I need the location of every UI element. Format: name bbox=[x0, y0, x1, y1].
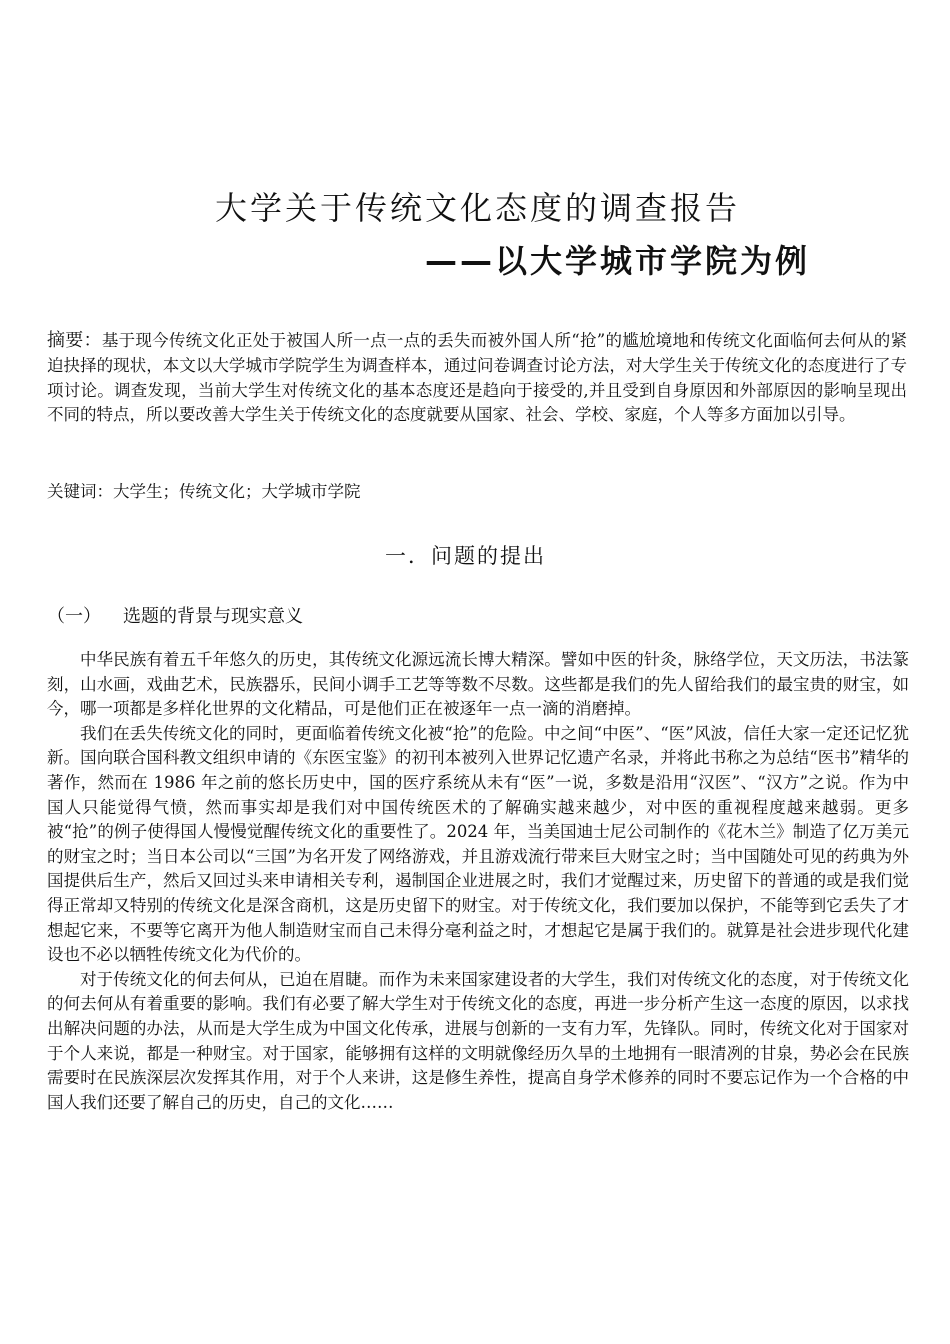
document-title: 大学关于传统文化态度的调查报告 bbox=[215, 189, 741, 227]
keywords bbox=[47, 480, 907, 504]
subsection-heading bbox=[47, 602, 303, 628]
keywords-label: 关键词： bbox=[47, 482, 113, 501]
subsection-number: （一） bbox=[47, 606, 101, 627]
abstract bbox=[47, 329, 907, 428]
subsection-title: 选题的背景与现实意义 bbox=[123, 606, 303, 627]
document-subtitle: ——以大学城市学院为例 bbox=[425, 242, 811, 280]
body-paragraph: 我们在丢失传统文化的同时，更面临着传统文化被“抢”的危险。中之间“中医”、“医”风波，信任大家一定还记忆犹新。国向联合国科教文组织申请的《东医宝鉴》的初刊本被列入世界记忆遗产名录，并将此书称之为总结“医书”精华的著作，然而在 1986 年之前的悠长历史中，国的医疗系统从未有“医”一说，多数是沿用“汉医”、“汉方”之说。作为中国人只能觉得气愤，然而事实却是我们对中国传统医术的了解确实越来越少，对中医的重视程度越来越弱。更多被“抢”的例子使得国人慢慢觉醒传统文化的重要性了。2024 年，当美国迪士尼公司制作的《花木兰》制造了亿万美元的财宝之时；当日本公司以“三国”为名开发了网络游戏，并且游戏流行带来巨大财宝之时；当中国随处可见的药典为外国提供后生产，然后又回过头来申请相关专利，遏制国企业进展之时，我们才觉醒过来，历史留下的普通的或是我们觉得正常却又特别的传统文化是深含商机，这是历史留下的财宝。对于传统文化，我们要加以保护，不能等到它丢失了才想起它来，不要等它离开为他人制造财宝而自己未得分毫利益之时，才想起它是属于我们的。就算是社会进步现代化建设也不必以牺牲传统文化为代价的。 bbox=[47, 723, 909, 965]
body-paragraph: 中华民族有着五千年悠久的历史，其传统文化源远流长博大精深。譬如中医的针灸，脉络学位，天文历法，书法篆刻，山水画，戏曲艺术，民族器乐，民间小调手工艺等等数不尽数。这些都是我们的先人留给我们的最宝贵的财宝，如今，哪一项都是多样化世界的文化精品，可是他们正在被逐年一点一滴的消磨掉。 bbox=[47, 650, 909, 719]
section-heading: 一．问题的提出 bbox=[385, 544, 546, 568]
body-paragraph: 对于传统文化的何去何从，已迫在眉睫。而作为未来国家建设者的大学生，我们对传统文化的态度，对于传统文化的何去何从有着重要的影响。我们有必要了解大学生对于传统文化的态度，再进一步分析产生这一态度的原因，以求找出解决问题的办法，从而是大学生成为中国文化传承，进展与创新的一支有力军，先锋队。同时，传统文化对于国家对于个人来说，都是一种财宝。对于国家，能够拥有这样的文明就像经历久旱的土地拥有一眼清冽的甘泉，势必会在民族需要时在民族深层次发挥其作用，对于个人来讲，这是修生养性，提高自身学术修养的同时不要忘记作为一个合格的中国人我们还要了解自己的历史，自己的文化…… bbox=[47, 969, 909, 1112]
abstract-label: 摘要： bbox=[47, 330, 102, 351]
keywords-text: 大学生；传统文化；大学城市学院 bbox=[113, 482, 361, 501]
abstract-text: 基于现今传统文化正处于被国人所一点一点的丢失而被外国人所“抢”的尴尬境地和传统文化面临何去何从的紧迫抉择的现状，本文以大学城市学院学生为调查样本，通过问卷调查讨论方法，对大学生关于传统文化的态度进行了专项讨论。调查发现，当前大学生对传统文化的基本态度还是趋向于接受的,并且受到自身原因和外部原因的影响呈现出不同的特点，所以要改善大学生关于传统文化的态度就要从国家、社会、学校、家庭，个人等多方面加以引导。 bbox=[47, 331, 908, 425]
body-text bbox=[47, 648, 909, 1115]
